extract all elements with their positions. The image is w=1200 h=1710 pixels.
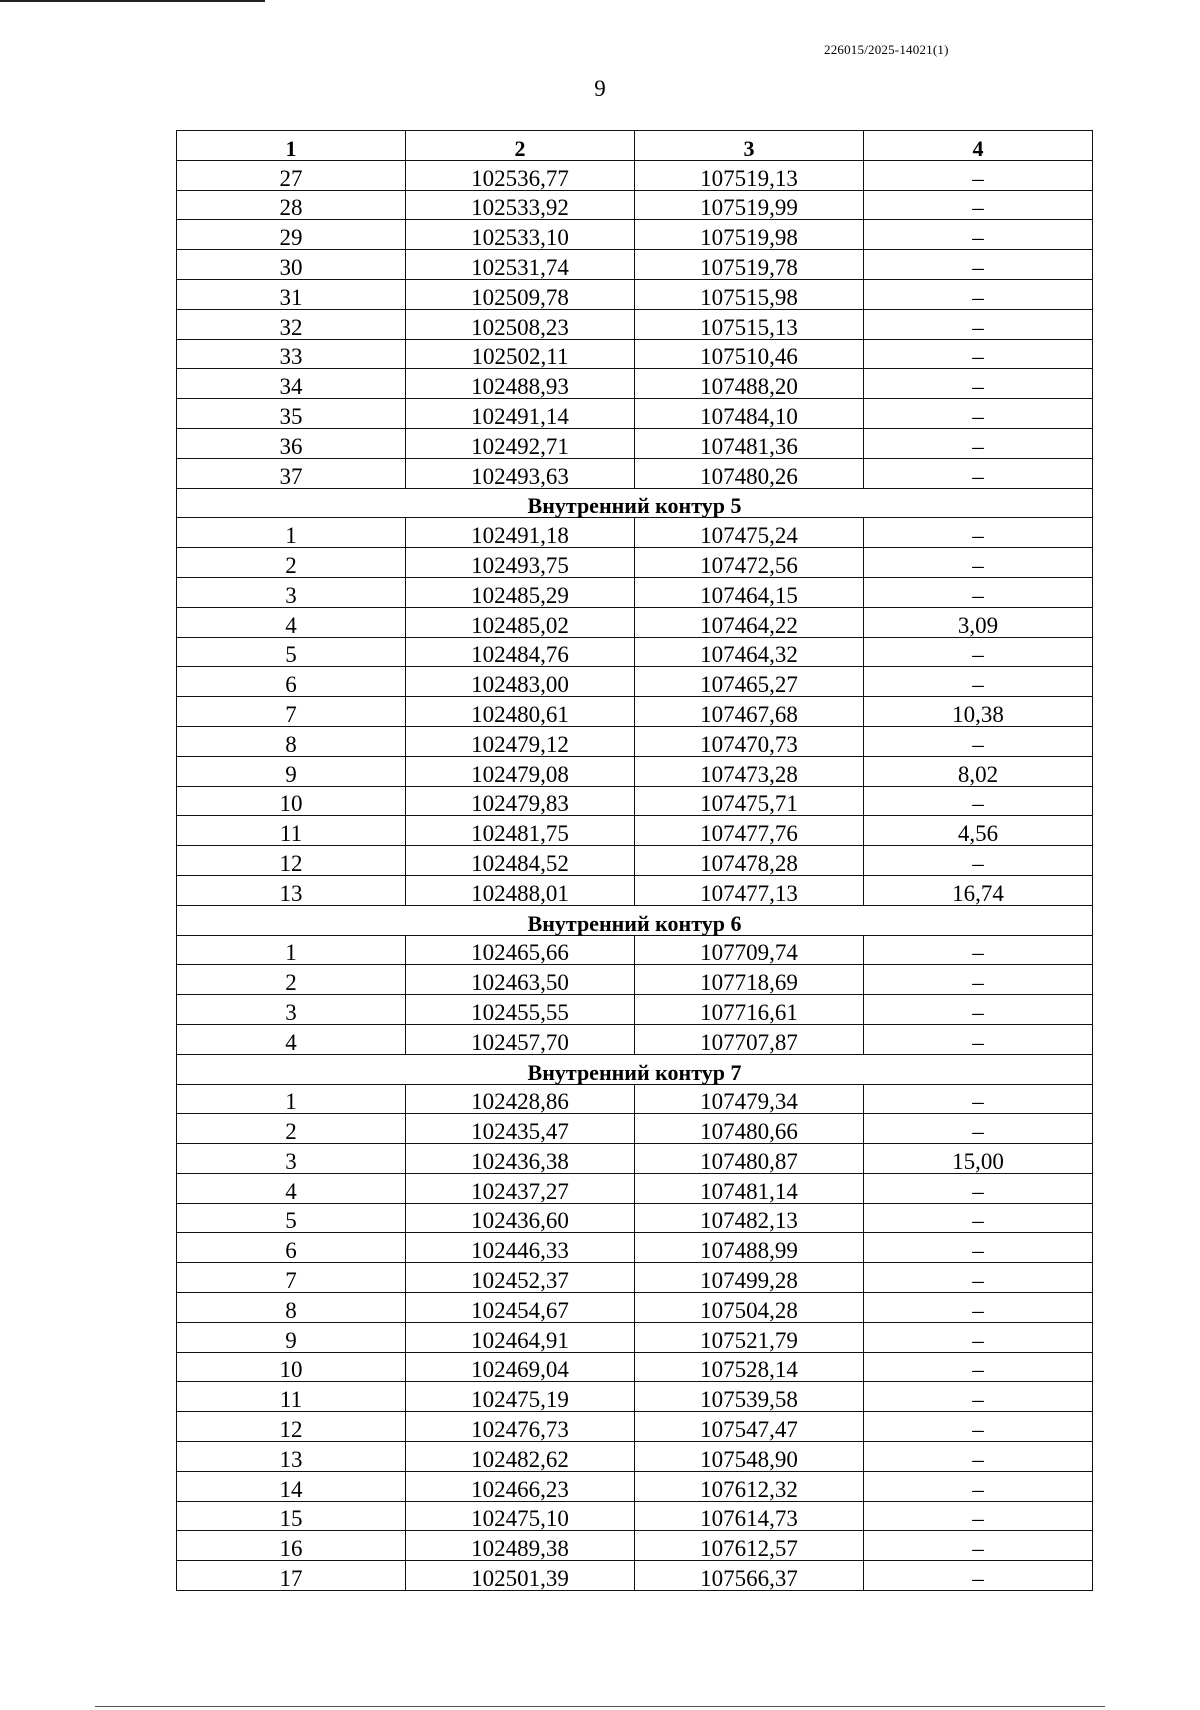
x-coordinate-cell: 102452,37: [406, 1263, 635, 1293]
value-cell: –: [864, 1173, 1093, 1203]
table-row: [177, 1561, 1093, 1591]
point-number-cell: 3: [177, 1144, 406, 1174]
point-number-cell: 28: [177, 190, 406, 220]
point-number-cell: 32: [177, 309, 406, 339]
x-coordinate-cell: 102475,19: [406, 1382, 635, 1412]
point-number-cell: 9: [177, 1322, 406, 1352]
y-coordinate-cell: 107566,37: [635, 1561, 864, 1591]
y-coordinate-cell: 107482,13: [635, 1203, 864, 1233]
y-coordinate-cell: 107612,32: [635, 1471, 864, 1501]
y-coordinate-cell: 107488,99: [635, 1233, 864, 1263]
table-row: [177, 1203, 1093, 1233]
y-coordinate-cell: 107548,90: [635, 1442, 864, 1472]
y-coordinate-cell: 107515,13: [635, 309, 864, 339]
table-row: [177, 1084, 1093, 1114]
y-coordinate-cell: 107481,14: [635, 1173, 864, 1203]
point-number-cell: 5: [177, 1203, 406, 1233]
point-number-cell: 8: [177, 726, 406, 756]
value-cell: –: [864, 339, 1093, 369]
y-coordinate-cell: 107488,20: [635, 369, 864, 399]
header-col-1: 1: [177, 131, 406, 161]
point-number-cell: 12: [177, 846, 406, 876]
x-coordinate-cell: 102454,67: [406, 1293, 635, 1323]
point-number-cell: 27: [177, 160, 406, 190]
value-cell: 10,38: [864, 697, 1093, 727]
page-number: 9: [594, 76, 606, 101]
y-coordinate-cell: 107519,99: [635, 190, 864, 220]
point-number-cell: 2: [177, 965, 406, 995]
x-coordinate-cell: 102491,14: [406, 399, 635, 429]
point-number-cell: 31: [177, 279, 406, 309]
point-number-cell: 13: [177, 875, 406, 905]
table-row: [177, 279, 1093, 309]
x-coordinate-cell: 102483,00: [406, 667, 635, 697]
point-number-cell: 2: [177, 548, 406, 578]
table-row: [177, 846, 1093, 876]
header-col-3: 3: [635, 131, 864, 161]
y-coordinate-cell: 107464,32: [635, 637, 864, 667]
section-title-row: [177, 1054, 1093, 1084]
value-cell: 16,74: [864, 875, 1093, 905]
table-row: [177, 1293, 1093, 1323]
y-coordinate-cell: 107475,24: [635, 518, 864, 548]
top-scan-line: [0, 0, 265, 2]
header-col-4: 4: [864, 131, 1093, 161]
value-cell: –: [864, 577, 1093, 607]
point-number-cell: 13: [177, 1442, 406, 1472]
x-coordinate-cell: 102446,33: [406, 1233, 635, 1263]
x-coordinate-cell: 102493,75: [406, 548, 635, 578]
y-coordinate-cell: 107481,36: [635, 428, 864, 458]
x-coordinate-cell: 102531,74: [406, 250, 635, 280]
value-cell: –: [864, 786, 1093, 816]
y-coordinate-cell: 107479,34: [635, 1084, 864, 1114]
value-cell: –: [864, 965, 1093, 995]
point-number-cell: 6: [177, 1233, 406, 1263]
point-number-cell: 6: [177, 667, 406, 697]
point-number-cell: 11: [177, 816, 406, 846]
value-cell: –: [864, 1442, 1093, 1472]
y-coordinate-cell: 107464,22: [635, 607, 864, 637]
table-row: [177, 1024, 1093, 1054]
section-title: Внутренний контур 6: [177, 905, 1093, 935]
x-coordinate-cell: 102488,93: [406, 369, 635, 399]
bottom-scan-line: [95, 1706, 1105, 1707]
value-cell: –: [864, 518, 1093, 548]
value-cell: –: [864, 1352, 1093, 1382]
x-coordinate-cell: 102481,75: [406, 816, 635, 846]
x-coordinate-cell: 102466,23: [406, 1471, 635, 1501]
value-cell: –: [864, 220, 1093, 250]
x-coordinate-cell: 102436,60: [406, 1203, 635, 1233]
x-coordinate-cell: 102469,04: [406, 1352, 635, 1382]
table-row: [177, 607, 1093, 637]
value-cell: –: [864, 1233, 1093, 1263]
x-coordinate-cell: 102533,10: [406, 220, 635, 250]
value-cell: –: [864, 399, 1093, 429]
y-coordinate-cell: 107614,73: [635, 1501, 864, 1531]
table-row: [177, 428, 1093, 458]
y-coordinate-cell: 107478,28: [635, 846, 864, 876]
value-cell: 8,02: [864, 756, 1093, 786]
y-coordinate-cell: 107510,46: [635, 339, 864, 369]
point-number-cell: 3: [177, 995, 406, 1025]
value-cell: –: [864, 995, 1093, 1025]
value-cell: –: [864, 160, 1093, 190]
y-coordinate-cell: 107718,69: [635, 965, 864, 995]
value-cell: –: [864, 428, 1093, 458]
table-header-row: [177, 131, 1093, 161]
value-cell: –: [864, 667, 1093, 697]
x-coordinate-cell: 102476,73: [406, 1412, 635, 1442]
table-row: [177, 1382, 1093, 1412]
value-cell: –: [864, 279, 1093, 309]
table-row: [177, 1501, 1093, 1531]
x-coordinate-cell: 102479,12: [406, 726, 635, 756]
value-cell: –: [864, 1561, 1093, 1591]
value-cell: –: [864, 190, 1093, 220]
y-coordinate-cell: 107477,13: [635, 875, 864, 905]
value-cell: –: [864, 1322, 1093, 1352]
point-number-cell: 30: [177, 250, 406, 280]
x-coordinate-cell: 102479,83: [406, 786, 635, 816]
x-coordinate-cell: 102533,92: [406, 190, 635, 220]
y-coordinate-cell: 107467,68: [635, 697, 864, 727]
x-coordinate-cell: 102492,71: [406, 428, 635, 458]
table-row: [177, 190, 1093, 220]
y-coordinate-cell: 107515,98: [635, 279, 864, 309]
value-cell: –: [864, 250, 1093, 280]
x-coordinate-cell: 102455,55: [406, 995, 635, 1025]
x-coordinate-cell: 102465,66: [406, 935, 635, 965]
table-row: [177, 1114, 1093, 1144]
point-number-cell: 5: [177, 637, 406, 667]
x-coordinate-cell: 102436,38: [406, 1144, 635, 1174]
point-number-cell: 7: [177, 1263, 406, 1293]
point-number-cell: 33: [177, 339, 406, 369]
section-title: Внутренний контур 5: [177, 488, 1093, 518]
table-row: [177, 1144, 1093, 1174]
table-row: [177, 250, 1093, 280]
x-coordinate-cell: 102435,47: [406, 1114, 635, 1144]
x-coordinate-cell: 102480,61: [406, 697, 635, 727]
value-cell: –: [864, 726, 1093, 756]
value-cell: –: [864, 935, 1093, 965]
y-coordinate-cell: 107612,57: [635, 1531, 864, 1561]
point-number-cell: 4: [177, 1024, 406, 1054]
table-row: [177, 399, 1093, 429]
value-cell: –: [864, 1501, 1093, 1531]
y-coordinate-cell: 107470,73: [635, 726, 864, 756]
y-coordinate-cell: 107707,87: [635, 1024, 864, 1054]
point-number-cell: 14: [177, 1471, 406, 1501]
y-coordinate-cell: 107475,71: [635, 786, 864, 816]
y-coordinate-cell: 107464,15: [635, 577, 864, 607]
table-row: [177, 1531, 1093, 1561]
value-cell: –: [864, 458, 1093, 488]
table-row: [177, 637, 1093, 667]
x-coordinate-cell: 102501,39: [406, 1561, 635, 1591]
x-coordinate-cell: 102482,62: [406, 1442, 635, 1472]
point-number-cell: 10: [177, 1352, 406, 1382]
x-coordinate-cell: 102508,23: [406, 309, 635, 339]
value-cell: –: [864, 1114, 1093, 1144]
point-number-cell: 16: [177, 1531, 406, 1561]
value-cell: –: [864, 309, 1093, 339]
x-coordinate-cell: 102489,38: [406, 1531, 635, 1561]
table-row: [177, 875, 1093, 905]
y-coordinate-cell: 107465,27: [635, 667, 864, 697]
point-number-cell: 7: [177, 697, 406, 727]
table-row: [177, 220, 1093, 250]
value-cell: –: [864, 1412, 1093, 1442]
table-row: [177, 339, 1093, 369]
y-coordinate-cell: 107528,14: [635, 1352, 864, 1382]
point-number-cell: 1: [177, 518, 406, 548]
point-number-cell: 4: [177, 1173, 406, 1203]
table-row: [177, 756, 1093, 786]
point-number-cell: 1: [177, 935, 406, 965]
value-cell: –: [864, 548, 1093, 578]
x-coordinate-cell: 102484,52: [406, 846, 635, 876]
point-number-cell: 34: [177, 369, 406, 399]
value-cell: –: [864, 1293, 1093, 1323]
y-coordinate-cell: 107519,98: [635, 220, 864, 250]
table-row: [177, 577, 1093, 607]
value-cell: –: [864, 1203, 1093, 1233]
table-row: [177, 1263, 1093, 1293]
x-coordinate-cell: 102488,01: [406, 875, 635, 905]
table-row: [177, 160, 1093, 190]
table-row: [177, 697, 1093, 727]
table-row: [177, 1173, 1093, 1203]
table-row: [177, 548, 1093, 578]
value-cell: 15,00: [864, 1144, 1093, 1174]
x-coordinate-cell: 102464,91: [406, 1322, 635, 1352]
table-row: [177, 816, 1093, 846]
point-number-cell: 37: [177, 458, 406, 488]
value-cell: –: [864, 1084, 1093, 1114]
x-coordinate-cell: 102457,70: [406, 1024, 635, 1054]
table-row: [177, 995, 1093, 1025]
x-coordinate-cell: 102484,76: [406, 637, 635, 667]
x-coordinate-cell: 102479,08: [406, 756, 635, 786]
y-coordinate-cell: 107519,13: [635, 160, 864, 190]
y-coordinate-cell: 107521,79: [635, 1322, 864, 1352]
point-number-cell: 1: [177, 1084, 406, 1114]
table-row: [177, 1412, 1093, 1442]
value-cell: –: [864, 1024, 1093, 1054]
x-coordinate-cell: 102509,78: [406, 279, 635, 309]
y-coordinate-cell: 107480,26: [635, 458, 864, 488]
point-number-cell: 12: [177, 1412, 406, 1442]
table-row: [177, 369, 1093, 399]
y-coordinate-cell: 107504,28: [635, 1293, 864, 1323]
x-coordinate-cell: 102437,27: [406, 1173, 635, 1203]
value-cell: –: [864, 1471, 1093, 1501]
y-coordinate-cell: 107480,66: [635, 1114, 864, 1144]
table-row: [177, 667, 1093, 697]
header-col-2: 2: [406, 131, 635, 161]
point-number-cell: 35: [177, 399, 406, 429]
x-coordinate-cell: 102485,29: [406, 577, 635, 607]
document-id: 226015/2025-14021(1): [824, 42, 949, 57]
point-number-cell: 3: [177, 577, 406, 607]
x-coordinate-cell: 102536,77: [406, 160, 635, 190]
section-title-row: [177, 488, 1093, 518]
table-row: [177, 1233, 1093, 1263]
value-cell: –: [864, 1531, 1093, 1561]
y-coordinate-cell: 107472,56: [635, 548, 864, 578]
point-number-cell: 10: [177, 786, 406, 816]
y-coordinate-cell: 107547,47: [635, 1412, 864, 1442]
x-coordinate-cell: 102428,86: [406, 1084, 635, 1114]
table-row: [177, 1352, 1093, 1382]
y-coordinate-cell: 107519,78: [635, 250, 864, 280]
section-title: Внутренний контур 7: [177, 1054, 1093, 1084]
y-coordinate-cell: 107477,76: [635, 816, 864, 846]
x-coordinate-cell: 102463,50: [406, 965, 635, 995]
y-coordinate-cell: 107484,10: [635, 399, 864, 429]
table-row: [177, 309, 1093, 339]
value-cell: 4,56: [864, 816, 1093, 846]
value-cell: –: [864, 1263, 1093, 1293]
value-cell: –: [864, 637, 1093, 667]
table-row: [177, 726, 1093, 756]
y-coordinate-cell: 107499,28: [635, 1263, 864, 1293]
table-row: [177, 1442, 1093, 1472]
y-coordinate-cell: 107539,58: [635, 1382, 864, 1412]
point-number-cell: 11: [177, 1382, 406, 1412]
y-coordinate-cell: 107716,61: [635, 995, 864, 1025]
x-coordinate-cell: 102493,63: [406, 458, 635, 488]
point-number-cell: 2: [177, 1114, 406, 1144]
point-number-cell: 9: [177, 756, 406, 786]
point-number-cell: 29: [177, 220, 406, 250]
value-cell: –: [864, 1382, 1093, 1412]
point-number-cell: 36: [177, 428, 406, 458]
coordinates-table: [176, 130, 1093, 1591]
point-number-cell: 8: [177, 1293, 406, 1323]
x-coordinate-cell: 102491,18: [406, 518, 635, 548]
point-number-cell: 15: [177, 1501, 406, 1531]
table-row: [177, 786, 1093, 816]
point-number-cell: 4: [177, 607, 406, 637]
table-row: [177, 458, 1093, 488]
value-cell: 3,09: [864, 607, 1093, 637]
point-number-cell: 17: [177, 1561, 406, 1591]
table-row: [177, 965, 1093, 995]
y-coordinate-cell: 107480,87: [635, 1144, 864, 1174]
value-cell: –: [864, 846, 1093, 876]
value-cell: –: [864, 369, 1093, 399]
x-coordinate-cell: 102502,11: [406, 339, 635, 369]
y-coordinate-cell: 107709,74: [635, 935, 864, 965]
table-body: [177, 160, 1093, 1590]
table-row: [177, 935, 1093, 965]
table-row: [177, 1471, 1093, 1501]
y-coordinate-cell: 107473,28: [635, 756, 864, 786]
section-title-row: [177, 905, 1093, 935]
table-row: [177, 518, 1093, 548]
table-row: [177, 1322, 1093, 1352]
x-coordinate-cell: 102485,02: [406, 607, 635, 637]
x-coordinate-cell: 102475,10: [406, 1501, 635, 1531]
